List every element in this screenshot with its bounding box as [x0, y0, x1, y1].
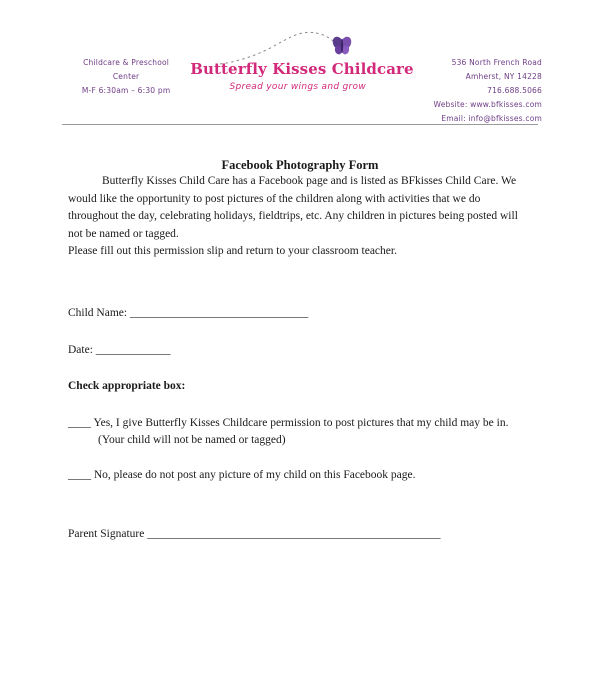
- option-yes-subtext: (Your child will not be named or tagged): [98, 434, 286, 446]
- option-yes[interactable]: [68, 415, 532, 450]
- option-no-checkbox-blank[interactable]: ____: [68, 468, 94, 481]
- brand-tagline: Spread your wings and grow: [229, 82, 366, 92]
- brand-name: Butterfly Kisses Childcare: [190, 60, 414, 78]
- option-no[interactable]: [68, 467, 532, 485]
- date-input-blank[interactable]: _____________: [95, 344, 171, 356]
- letterhead-contact-info: [405, 48, 542, 126]
- hours-line-3: M-F 6:30am – 6:30 pm: [81, 86, 171, 95]
- option-yes-checkbox-blank[interactable]: ____: [68, 416, 94, 429]
- website-line: Website: www.bfkisses.com: [433, 100, 542, 109]
- hours-line-1: Childcare & Preschool: [83, 58, 170, 67]
- phone-number: 716.688.5066: [487, 86, 542, 95]
- parent-signature-blank[interactable]: ___________________________________________________: [147, 528, 441, 540]
- letterhead: [0, 0, 600, 123]
- intro-paragraph: Butterfly Kisses Child Care has a Facebook page and is listed as BFkisses Child Care. We would like the opportunity to post pictures of the children along with activities that we do throughout the day, celebrating holidays, fieldtrips, etc. Any children in pictures being posted will not be named or tagged.: [68, 175, 518, 240]
- email-line: Email: info@bfkisses.com: [441, 114, 542, 123]
- address-line-2: Amherst, NY 14228: [465, 72, 542, 81]
- page-title: Facebook Photography Form: [221, 158, 379, 172]
- child-name-label: Child Name:: [68, 306, 130, 319]
- letterhead-logo-block: [190, 48, 414, 92]
- child-name-field: [68, 305, 532, 323]
- date-label: Date:: [68, 344, 96, 356]
- check-box-heading: Check appropriate box:: [68, 379, 186, 392]
- child-name-input-blank[interactable]: _______________________________: [129, 306, 309, 319]
- hours-line-2: Center: [112, 72, 140, 81]
- document-body: [0, 158, 600, 540]
- option-yes-label: Yes, I give Butterfly Kisses Childcare permission to post pictures that my child may be in.: [93, 416, 509, 429]
- address-line-1: 536 North French Road: [451, 58, 542, 67]
- letterhead-left-info: [62, 48, 190, 98]
- parent-signature-label: Parent Signature: [68, 528, 148, 540]
- instruction-paragraph: Please fill out this permission slip and return to your classroom teacher.: [68, 245, 397, 257]
- option-no-label: No, please do not post any picture of my child on this Facebook page.: [93, 468, 416, 481]
- date-field: [68, 342, 532, 360]
- parent-signature-field: [68, 528, 532, 540]
